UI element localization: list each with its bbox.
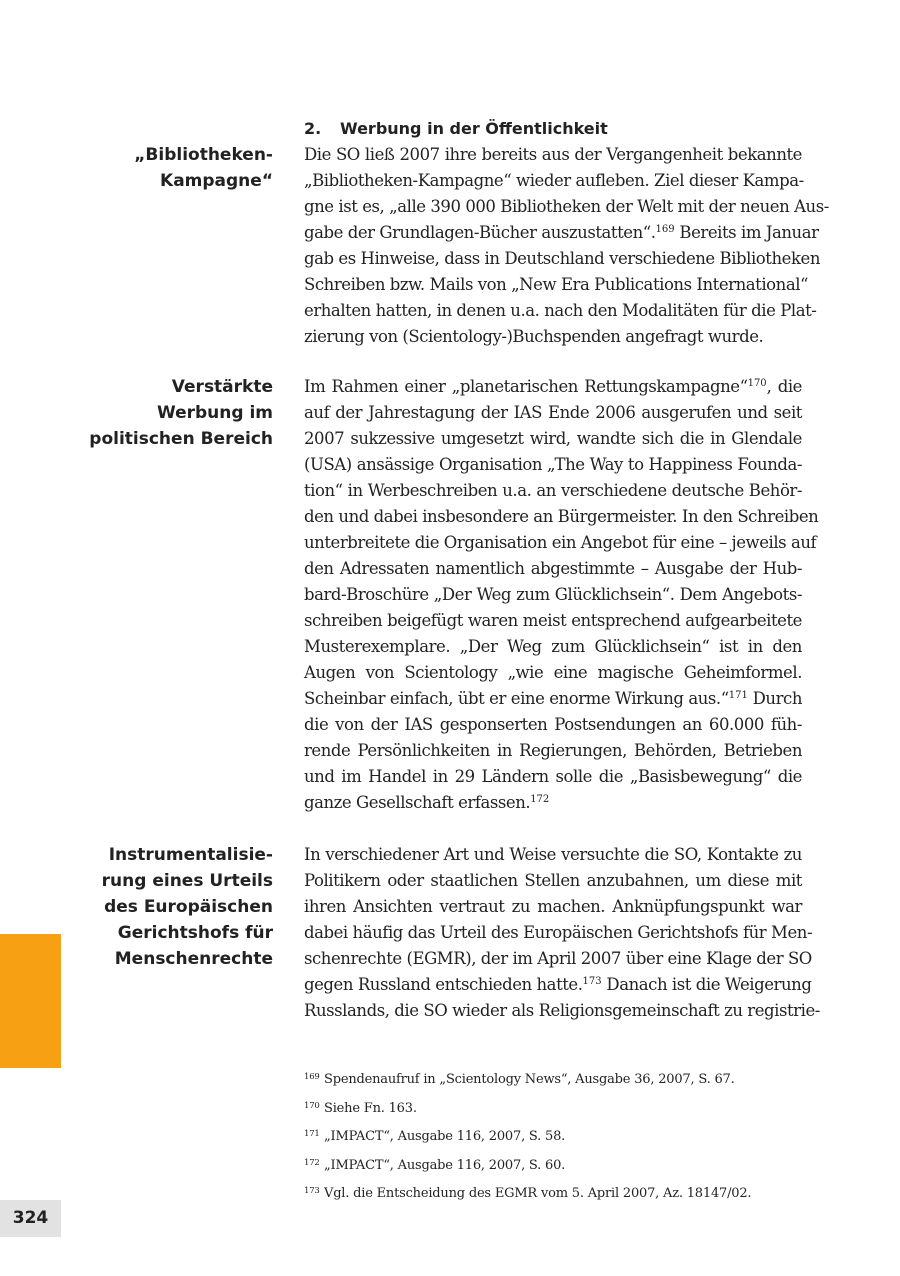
text-segment: und im Handel in 29 Ländern solle die „Basisbewegung“ die [304,767,802,786]
text-line [304,998,820,1024]
text-segment: auf der Jahrestagung der IAS Ende 2006 ausgerufen und seit [304,403,802,422]
text-segment: (USA) ansässige Organisation „The Way to Happiness Founda- [304,455,802,474]
footnotes [304,1067,824,1210]
text-segment: unterbreitete die Organisation ein Angebot für eine – jeweils auf [304,533,817,552]
text-line [304,894,802,920]
section-title: Werbung in der Öffentlichkeit [340,119,608,138]
text-segment: Die SO ließ 2007 ihre bereits aus der Vergangenheit bekannte [304,145,802,164]
text-line [304,246,821,272]
text-line [304,764,802,790]
footnote-reference: 172 [530,794,550,805]
text-line [304,712,802,738]
text-line [304,842,802,868]
text-line [304,168,802,194]
text-segment: schenrechte (EGMR), der im April 2007 über eine Klage der SO [304,949,812,968]
text-line [304,608,802,634]
text-segment: „Bibliotheken-Kampagne“ wieder aufleben. Ziel dieser Kampa- [304,171,804,190]
text-line [304,972,812,998]
text-segment: dabei häufig das Urteil des Europäischen Gerichtshofs für Men- [304,923,813,942]
paragraph-bibliotheken-kampagne [304,142,829,350]
margin-heading-verstaerkte-werbung: Verstärkte Werbung im politischen Bereich [89,377,273,449]
footnote: 172 „IMPACT“, Ausgabe 116, 2007, S. 60. [304,1157,566,1173]
footnote-reference: 169 [655,224,675,235]
chapter-marker-tab [0,934,61,1068]
text-line [304,634,802,660]
margin-heading-bibliotheken-kampagne: „Bibliotheken- Kampagne“ [134,145,273,191]
text-line [304,374,802,400]
text-segment: gabe der Grundlagen-Bücher auszustatten“. [304,223,656,242]
text-line [304,194,829,220]
text-line [304,920,813,946]
footnote-text: „IMPACT“, Ausgabe 116, 2007, S. 58. [324,1129,566,1144]
text-line [304,790,802,816]
footnote: 171 „IMPACT“, Ausgabe 116, 2007, S. 58. [304,1129,566,1144]
footnote-reference: 173 [582,976,602,987]
text-line [304,582,802,608]
footnote-text: Spendenaufruf in „Scientology News“, Ausgabe 36, 2007, S. 67. [324,1072,735,1087]
text-line [304,868,802,894]
text-line [304,220,819,246]
footnote-text: Vgl. die Entscheidung des EGMR vom 5. April 2007, Az. 18147/02. [324,1186,752,1201]
text-segment: zierung von (Scientology-)Buchspenden angefragt wurde. [304,327,764,346]
text-segment: Durch [747,689,803,708]
text-segment: bard-Broschüre „Der Weg zum Glücklichsein“. Dem Angebots- [304,585,802,604]
section-heading [304,118,608,140]
margin-heading-instrumentalisierung: Instrumentalisie- rung eines Urteils des Europäischen Gerichtshofs für Menschenrechte [101,845,273,969]
text-segment: Scheinbar einfach, übt er eine enorme Wirkung aus.“ [304,689,729,708]
text-segment: ganze Gesellschaft erfassen. [304,793,531,812]
text-segment: Russlands, die SO wieder als Religionsgemeinschaft zu registrie- [304,1001,820,1020]
paragraph-verstaerkte-werbung [304,374,819,816]
paragraph-instrumentalisierung [304,842,820,1024]
text-line [304,452,802,478]
text-segment: Musterexemplare. „Der Weg zum Glücklichsein“ ist in den [304,637,802,656]
text-segment: die von der IAS gesponserten Postsendungen an 60.000 füh- [304,715,802,734]
text-line [304,426,802,452]
text-line [304,556,802,582]
text-line [304,504,819,530]
text-segment: den und dabei insbesondere an Bürgermeister. In den Schreiben [304,507,819,526]
page-number: 324 [0,1200,61,1237]
text-segment: gne ist es, „alle 390 000 Bibliotheken der Welt mit der neuen Aus- [304,197,829,216]
text-segment: Schreiben bzw. Mails von „New Era Publications International“ [304,275,809,294]
text-line [304,272,809,298]
text-line [304,400,802,426]
text-segment: Danach ist die Weigerung [601,975,812,994]
text-segment: In verschiedener Art und Weise versuchte die SO, Kontakte zu [304,845,802,864]
text-line [304,298,817,324]
section-number: 2. [304,119,322,138]
text-line [304,530,817,556]
text-segment: tion“ in Werbeschreiben u.a. an verschiedene deutsche Behör- [304,481,802,500]
footnote: 170 Siehe Fn. 163. [304,1100,417,1116]
text-segment: schreiben beigefügt waren meist entsprechend aufgearbeitete [304,611,802,630]
text-segment: den Adressaten namentlich abgestimmte – Ausgabe der Hub- [304,559,802,578]
footnote-reference: 171 [728,690,748,701]
text-segment: Augen von Scientology „wie eine magische Geheimformel. [304,663,802,682]
text-segment: Bereits im Januar [674,223,819,242]
text-line [304,142,802,168]
text-line [304,324,802,350]
footnote: 173 Vgl. die Entscheidung des EGMR vom 5. April 2007, Az. 18147/02. [304,1186,752,1201]
text-segment: , die [766,377,802,396]
text-segment: 2007 sukzessive umgesetzt wird, wandte sich die in Glendale [304,429,802,448]
text-segment: ihren Ansichten vertraut zu machen. Anknüpfungspunkt war [304,897,802,916]
text-segment: gab es Hinweise, dass in Deutschland verschiedene Bibliotheken [304,249,821,268]
text-segment: rende Persönlichkeiten in Regierungen, Behörden, Betrieben [304,741,802,760]
text-segment: Politikern oder staatlichen Stellen anzubahnen, um diese mit [304,871,802,890]
text-line [304,478,802,504]
text-line [304,946,812,972]
text-segment: erhalten hatten, in denen u.a. nach den Modalitäten für die Plat- [304,301,817,320]
footnote-text: Siehe Fn. 163. [324,1100,417,1116]
text-line [304,738,802,764]
footnote-reference: 170 [747,378,767,389]
footnote: 169 Spendenaufruf in „Scientology News“, Ausgabe 36, 2007, S. 67. [304,1072,735,1087]
text-line [304,660,802,686]
text-line [304,686,802,712]
text-segment: Im Rahmen einer „planetarischen Rettungskampagne“ [304,377,748,396]
text-segment: gegen Russland entschieden hatte. [304,975,583,994]
footnote-text: „IMPACT“, Ausgabe 116, 2007, S. 60. [324,1157,566,1173]
